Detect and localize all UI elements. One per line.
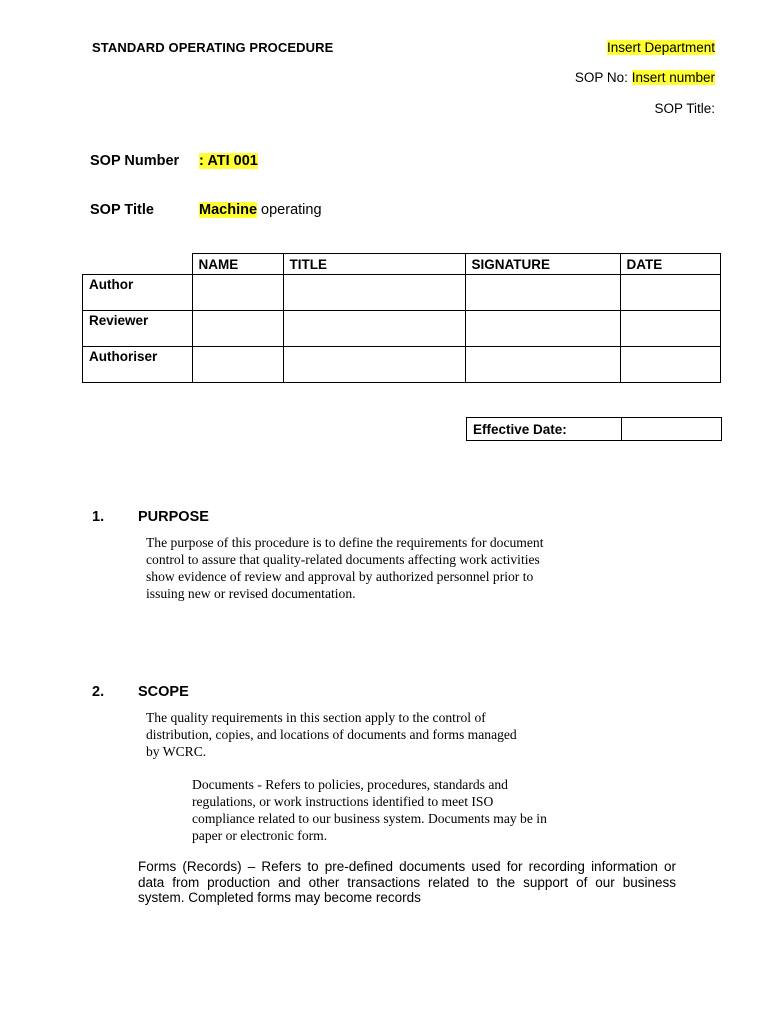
row-label-author: Author bbox=[83, 275, 193, 311]
purpose-line: control to assure that quality-related documents affecting work activities bbox=[146, 552, 540, 567]
documents-line: compliance related to our business system. Documents may be in bbox=[192, 811, 547, 826]
reviewer-title-cell[interactable] bbox=[283, 311, 465, 347]
column-header-date: DATE bbox=[620, 254, 720, 275]
authoriser-date-cell[interactable] bbox=[620, 347, 720, 383]
effective-date-label: Effective Date: bbox=[467, 418, 622, 441]
reviewer-date-cell[interactable] bbox=[620, 311, 720, 347]
scope-line: The quality requirements in this section apply to the control of bbox=[146, 710, 486, 725]
approvals-table bbox=[82, 253, 721, 383]
sop-title-value bbox=[199, 202, 322, 218]
scope-section-title: SCOPE bbox=[138, 684, 189, 700]
purpose-section-number: 1. bbox=[92, 509, 105, 525]
column-header-name: NAME bbox=[192, 254, 283, 275]
author-date-cell[interactable] bbox=[620, 275, 720, 311]
purpose-paragraph bbox=[146, 534, 544, 602]
authoriser-title-cell[interactable] bbox=[283, 347, 465, 383]
documents-line: regulations, or work instructions identified to meet ISO bbox=[192, 794, 494, 809]
approvals-header-row bbox=[83, 254, 721, 275]
sop-number-value bbox=[199, 153, 258, 169]
department-line bbox=[607, 40, 715, 55]
purpose-section-title: PURPOSE bbox=[138, 509, 209, 525]
scope-line: by WCRC. bbox=[146, 744, 207, 759]
approvals-corner-cell bbox=[83, 254, 193, 275]
author-title-cell[interactable] bbox=[283, 275, 465, 311]
sop-title-highlight: Machine bbox=[199, 202, 258, 218]
sop-no-placeholder: Insert number bbox=[631, 70, 715, 85]
authoriser-signature-cell[interactable] bbox=[465, 347, 620, 383]
document-type-title: STANDARD OPERATING PROCEDURE bbox=[92, 40, 334, 55]
column-header-title: TITLE bbox=[283, 254, 465, 275]
author-name-cell[interactable] bbox=[192, 275, 283, 311]
effective-date-table bbox=[466, 417, 722, 441]
sop-title-header-label: SOP Title: bbox=[654, 101, 715, 116]
sop-no-line bbox=[575, 70, 715, 85]
scope-paragraph bbox=[146, 709, 517, 760]
documents-line: Documents - Refers to policies, procedures, standards and bbox=[192, 777, 508, 792]
effective-date-row bbox=[467, 418, 722, 441]
row-label-reviewer: Reviewer bbox=[83, 311, 193, 347]
sop-number-label: SOP Number bbox=[90, 153, 180, 169]
documents-line: paper or electronic form. bbox=[192, 828, 328, 843]
scope-section-number: 2. bbox=[92, 684, 105, 700]
forms-definition: Forms (Records) – Refers to pre-defined documents used for recording information or data from production and other transactions related to the support of our business system. Completed forms may become records bbox=[138, 859, 676, 905]
sop-title-rest: operating bbox=[257, 202, 322, 218]
column-header-signature: SIGNATURE bbox=[465, 254, 620, 275]
authoriser-name-cell[interactable] bbox=[192, 347, 283, 383]
sop-number-highlight: : ATI 001 bbox=[199, 153, 258, 169]
sop-title-label: SOP Title bbox=[90, 202, 154, 218]
purpose-line: show evidence of review and approval by authorized personnel prior to bbox=[146, 569, 534, 584]
purpose-line: The purpose of this procedure is to define the requirements for document bbox=[146, 535, 544, 550]
sop-no-label: SOP No: bbox=[574, 70, 628, 85]
table-row bbox=[83, 311, 721, 347]
reviewer-name-cell[interactable] bbox=[192, 311, 283, 347]
effective-date-value-cell[interactable] bbox=[622, 418, 722, 441]
table-row bbox=[83, 347, 721, 383]
table-row bbox=[83, 275, 721, 311]
author-signature-cell[interactable] bbox=[465, 275, 620, 311]
documents-definition bbox=[192, 776, 547, 844]
reviewer-signature-cell[interactable] bbox=[465, 311, 620, 347]
department-placeholder: Insert Department bbox=[606, 40, 715, 55]
row-label-authoriser: Authoriser bbox=[83, 347, 193, 383]
purpose-line: issuing new or revised documentation. bbox=[146, 586, 356, 601]
scope-line: distribution, copies, and locations of documents and forms managed bbox=[146, 727, 517, 742]
